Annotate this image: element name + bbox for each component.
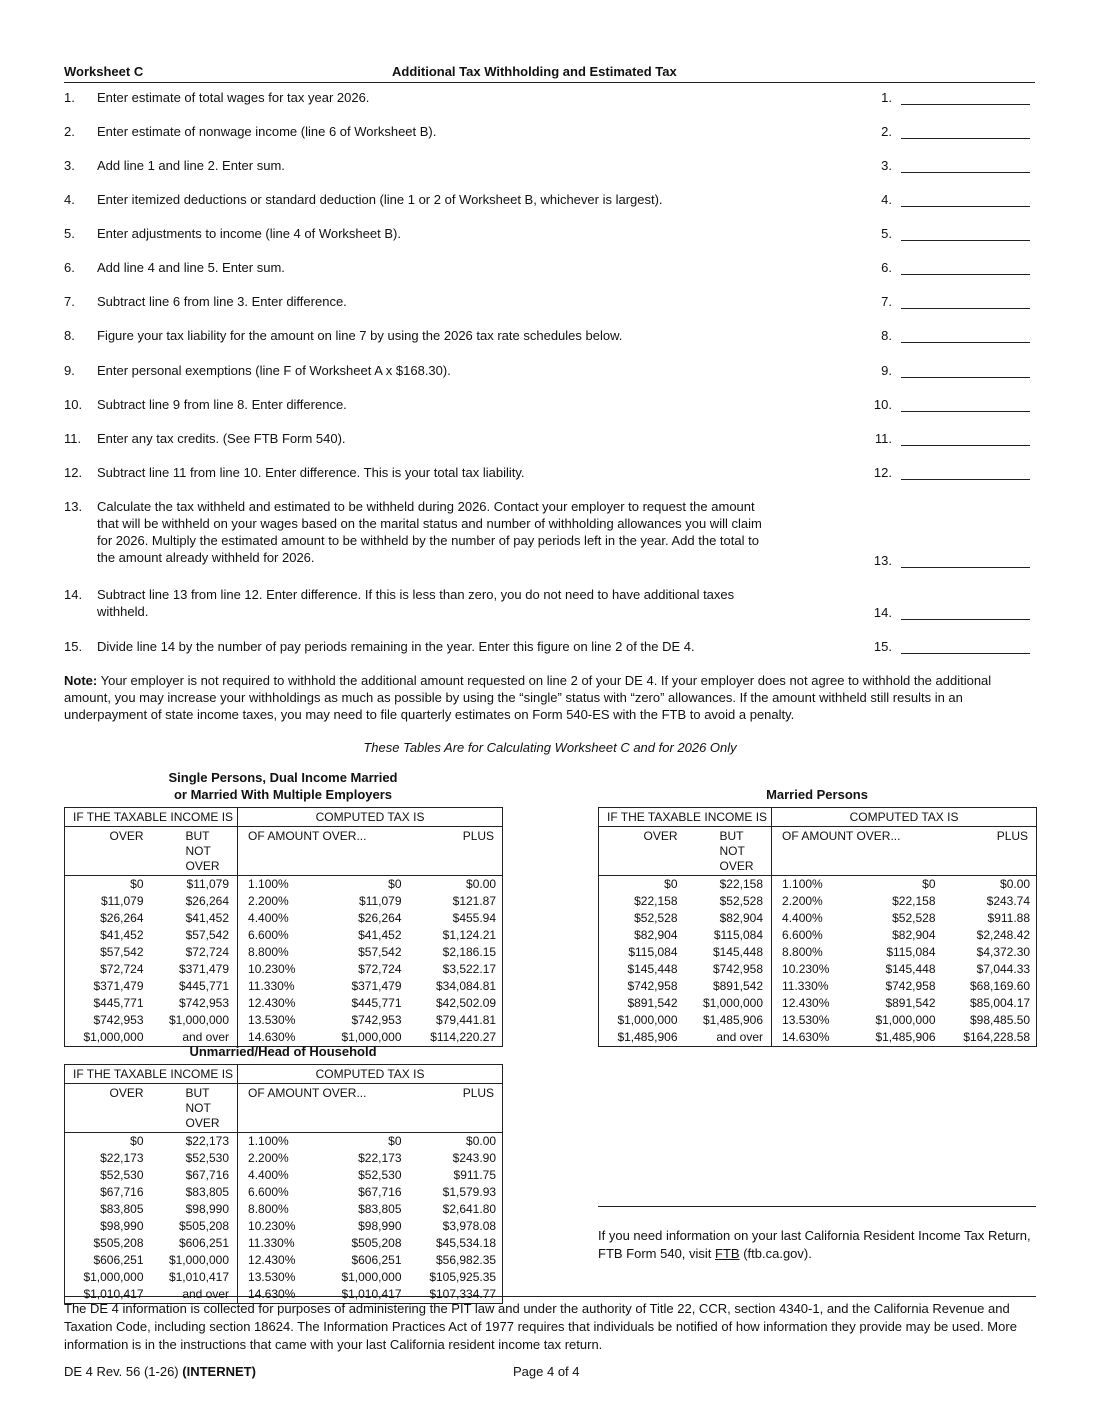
cell-over: $57,542 [100, 945, 144, 959]
table-row [599, 944, 1037, 961]
header-taxable-income: IF THE TAXABLE INCOME IS [65, 1065, 238, 1084]
privacy-statement: The DE 4 information is collected for purposes of administering the PIT law and under the authority of Title 22, CCR, section 4340-1, and the California Revenue and Taxation Code, including section 18624. The Information Practices Act of 1977 requires that individuals be notified of how information they provide may be used. More information is in the instructions that came with your last California resident income tax return. [64, 1301, 1017, 1352]
cell-over: $22,158 [634, 894, 678, 908]
cell-rate: 1.100% [248, 1134, 289, 1148]
line-ref: 15. [873, 639, 892, 654]
cell-of-amount-over: $22,173 [358, 1151, 402, 1165]
cell-rate: 8.800% [248, 945, 289, 959]
table-row [599, 893, 1037, 910]
cell-of-amount-over: $83,805 [358, 1202, 402, 1216]
table-row [65, 995, 503, 1012]
line-number: 6. [64, 260, 75, 275]
cell-but-not-over: $22,158 [686, 876, 772, 894]
cell-rate: 12.430% [248, 996, 296, 1010]
line-ref: 5. [881, 226, 892, 241]
line-7-entry[interactable] [901, 308, 1030, 309]
cell-plus: $2,248.42 [976, 928, 1031, 942]
line-2-entry[interactable] [901, 138, 1030, 139]
header-taxable-income: IF THE TAXABLE INCOME IS [599, 808, 772, 827]
line-number: 7. [64, 294, 75, 309]
cell-but-not-over: $1,010,417 [152, 1269, 238, 1286]
cell-over: $11,079 [101, 894, 144, 908]
table-row [65, 1252, 503, 1269]
table-row [65, 944, 503, 961]
line-number: 5. [64, 226, 75, 241]
cell-rate: 1.100% [248, 877, 289, 891]
cell-rate: 14.630% [248, 1287, 296, 1301]
cell-over: $891,542 [627, 996, 678, 1010]
cell-over: $52,530 [100, 1168, 144, 1182]
cell-of-amount-over: $26,264 [358, 911, 402, 925]
cell-of-amount-over: $72,724 [358, 962, 402, 976]
line-text: Enter personal exemptions (line F of Worksheet A x $168.30). [97, 363, 451, 378]
cell-of-amount-over: $82,904 [892, 928, 936, 942]
table-row [65, 1133, 503, 1151]
cell-over: $0 [130, 877, 144, 891]
line-text: Subtract line 9 from line 8. Enter difference. [97, 397, 347, 412]
line-ref: 1. [881, 90, 892, 105]
cell-but-not-over: $1,485,906 [686, 1012, 772, 1029]
cell-plus: $1,579.93 [442, 1185, 497, 1199]
cell-but-not-over: $1,000,000 [686, 995, 772, 1012]
cell-of-amount-over: $11,079 [359, 894, 402, 908]
col-over: OVER [65, 1084, 152, 1133]
cell-rate: 12.430% [248, 1253, 296, 1267]
cell-over: $115,084 [628, 945, 678, 959]
line-number: 15. [64, 639, 83, 654]
cell-of-amount-over: $606,251 [351, 1253, 402, 1267]
line-text: Enter adjustments to income (line 4 of Worksheet B). [97, 226, 401, 241]
cell-of-amount-over: $52,530 [358, 1168, 402, 1182]
line-number: 3. [64, 158, 75, 173]
cell-but-not-over: $72,724 [152, 944, 238, 961]
line-number: 1. [64, 90, 75, 105]
cell-rate: 2.200% [782, 894, 823, 908]
line-text: Enter any tax credits. (See FTB Form 540). [97, 431, 346, 446]
cell-but-not-over: $115,084 [686, 927, 772, 944]
line-text: Subtract line 6 from line 3. Enter difference. [97, 294, 347, 309]
cell-plus: $107,334.77 [429, 1287, 497, 1301]
cell-of-amount-over: $0 [388, 1134, 402, 1148]
cell-over: $606,251 [93, 1253, 144, 1267]
cell-plus: $68,169.60 [969, 979, 1031, 993]
line-ref: 13. [873, 553, 892, 568]
cell-but-not-over: $445,771 [152, 978, 238, 995]
head-table-title: Unmarried/Head of Household [189, 1044, 377, 1059]
cell-plus: $0.00 [1000, 877, 1031, 891]
single-title-line-1: Single Persons, Dual Income Married [168, 770, 398, 785]
cell-but-not-over: $41,452 [152, 910, 238, 927]
form-id-text: DE 4 Rev. 56 (1-26) [64, 1364, 179, 1379]
cell-but-not-over: $1,000,000 [152, 1252, 238, 1269]
line-8-entry[interactable] [901, 342, 1030, 343]
cell-plus: $85,004.17 [969, 996, 1031, 1010]
table-row [65, 927, 503, 944]
line-number: 8. [64, 328, 75, 343]
table-row [599, 927, 1037, 944]
cell-plus: $0.00 [466, 877, 497, 891]
cell-over: $145,448 [627, 962, 678, 976]
cell-rate: 4.400% [248, 1168, 289, 1182]
single-rate-table [64, 807, 503, 1047]
line-text: Figure your tax liability for the amount on line 7 by using the 2026 tax rate schedules below. [97, 328, 623, 343]
cell-of-amount-over: $0 [388, 877, 402, 891]
table-row [65, 961, 503, 978]
cell-but-not-over: $742,958 [686, 961, 772, 978]
cell-but-not-over: $52,530 [152, 1150, 238, 1167]
table-row [65, 910, 503, 927]
cell-of-amount-over: $115,084 [886, 945, 936, 959]
col-over: OVER [65, 827, 152, 876]
col-over: OVER [599, 827, 686, 876]
cell-rate: 12.430% [782, 996, 830, 1010]
line-text: Divide line 14 by the number of pay periods remaining in the year. Enter this figure on line 2 of the DE 4. [97, 639, 695, 654]
cell-plus: $105,925.35 [429, 1270, 497, 1284]
info-paragraph [598, 1227, 1038, 1263]
info-text: If you need information on your last California Resident Income Tax Return, FTB Form 540, visit [598, 1228, 1031, 1261]
cell-over: $83,805 [100, 1202, 144, 1216]
cell-plus: $243.74 [986, 894, 1031, 908]
ftb-link[interactable]: FTB [715, 1246, 740, 1261]
cell-of-amount-over: $1,000,000 [875, 1013, 936, 1027]
cell-plus: $2,641.80 [442, 1202, 497, 1216]
cell-of-amount-over: $41,452 [358, 928, 402, 942]
line-1-entry[interactable] [901, 104, 1030, 105]
cell-rate: 8.800% [248, 1202, 289, 1216]
cell-rate: 11.330% [248, 1236, 295, 1250]
line-text: Enter estimate of total wages for tax year 2026. [97, 90, 370, 105]
cell-but-not-over: and over [152, 1029, 238, 1047]
line-number: 12. [64, 465, 83, 480]
col-but-not-over: BUT NOT OVER [152, 827, 238, 876]
cell-plus: $79,441.81 [435, 1013, 497, 1027]
header-computed-tax: COMPUTED TAX IS [238, 808, 503, 827]
cell-plus: $34,084.81 [435, 979, 497, 993]
line-text: Subtract line 13 from line 12. Enter difference. If this is less than zero, you do not need to have additional taxes withheld. [97, 587, 735, 619]
table-row [599, 876, 1037, 894]
cell-but-not-over: and over [152, 1286, 238, 1304]
cell-over: $1,000,000 [83, 1270, 144, 1284]
cell-of-amount-over: $0 [922, 877, 936, 891]
table-row [65, 1184, 503, 1201]
cell-of-amount-over: $52,528 [892, 911, 936, 925]
cell-over: $67,716 [100, 1185, 144, 1199]
col-plus: PLUS [412, 1084, 503, 1133]
info-text-end: (ftb.ca.gov). [739, 1246, 812, 1261]
cell-but-not-over: $11,079 [152, 876, 238, 894]
cell-but-not-over: $82,904 [686, 910, 772, 927]
cell-rate: 6.600% [248, 928, 289, 942]
cell-plus: $2,186.15 [442, 945, 497, 959]
col-plus: PLUS [412, 827, 503, 876]
cell-over: $72,724 [100, 962, 144, 976]
line-4-entry[interactable] [901, 206, 1030, 207]
cell-rate: 1.100% [782, 877, 823, 891]
cell-plus: $7,044.33 [976, 962, 1031, 976]
col-but-not-over: BUT NOT OVER [152, 1084, 238, 1133]
cell-over: $22,173 [100, 1151, 144, 1165]
col-but-not-over: BUT NOT OVER [686, 827, 772, 876]
col-of-amount-over: OF AMOUNT OVER... [238, 827, 412, 876]
cell-plus: $911.75 [453, 1168, 497, 1182]
line-number: 2. [64, 124, 75, 139]
cell-rate: 13.530% [782, 1013, 830, 1027]
cell-over: $0 [130, 1134, 144, 1148]
table-row [599, 978, 1037, 995]
cell-rate: 14.630% [248, 1030, 296, 1044]
cell-of-amount-over: $371,479 [351, 979, 402, 993]
line-10-entry[interactable] [901, 411, 1030, 412]
cell-rate: 8.800% [782, 945, 823, 959]
cell-of-amount-over: $57,542 [358, 945, 402, 959]
note-paragraph [64, 672, 1036, 723]
header-computed-tax: COMPUTED TAX IS [772, 808, 1037, 827]
cell-rate: 2.200% [248, 1151, 289, 1165]
cell-plus: $56,982.35 [435, 1253, 497, 1267]
form-identifier [64, 1364, 256, 1379]
cell-of-amount-over: $67,716 [358, 1185, 402, 1199]
line-ref: 4. [881, 192, 892, 207]
cell-over: $742,958 [627, 979, 678, 993]
table-row [599, 1012, 1037, 1029]
cell-but-not-over: $67,716 [152, 1167, 238, 1184]
line-11-entry[interactable] [901, 445, 1030, 446]
cell-but-not-over: $22,173 [152, 1133, 238, 1151]
cell-but-not-over: $26,264 [152, 893, 238, 910]
cell-plus: $0.00 [466, 1134, 497, 1148]
line-text: Subtract line 11 from line 10. Enter difference. This is your total tax liability. [97, 465, 525, 480]
cell-over: $371,479 [93, 979, 144, 993]
table-row [65, 876, 503, 894]
cell-but-not-over: $83,805 [152, 1184, 238, 1201]
cell-plus: $98,485.50 [969, 1013, 1031, 1027]
cell-of-amount-over: $742,958 [885, 979, 936, 993]
cell-but-not-over: and over [686, 1029, 772, 1047]
cell-over: $52,528 [634, 911, 678, 925]
cell-rate: 13.530% [248, 1013, 296, 1027]
cell-of-amount-over: $1,000,000 [341, 1270, 402, 1284]
col-of-amount-over: OF AMOUNT OVER... [238, 1084, 412, 1133]
cell-over: $1,485,906 [617, 1030, 678, 1044]
single-title-line-2: or Married With Multiple Employers [173, 787, 393, 802]
cell-rate: 6.600% [248, 1185, 289, 1199]
info-divider [598, 1206, 1036, 1207]
cell-of-amount-over: $505,208 [351, 1236, 402, 1250]
note-label: Note: [64, 673, 98, 688]
cell-of-amount-over: $445,771 [351, 996, 402, 1010]
table-row [65, 978, 503, 995]
cell-of-amount-over: $22,158 [892, 894, 936, 908]
line-12-entry[interactable] [901, 479, 1030, 480]
table-row [65, 1218, 503, 1235]
cell-rate: 10.230% [248, 1219, 296, 1233]
line-ref: 11. [874, 431, 892, 446]
cell-plus: $1,124.21 [442, 928, 497, 942]
cell-plus: $164,228.58 [963, 1030, 1031, 1044]
cell-but-not-over: $145,448 [686, 944, 772, 961]
worksheet-title: Additional Tax Withholding and Estimated Tax [392, 64, 677, 79]
table-row [65, 1269, 503, 1286]
worksheet-header [64, 62, 1035, 83]
line-15-entry[interactable] [901, 653, 1030, 654]
cell-rate: 4.400% [782, 911, 823, 925]
line-13-entry[interactable] [901, 567, 1030, 568]
cell-over: $41,452 [100, 928, 144, 942]
cell-plus: $45,534.18 [435, 1236, 497, 1250]
table-row [599, 995, 1037, 1012]
line-text: Add line 4 and line 5. Enter sum. [97, 260, 285, 275]
single-table-title [64, 769, 502, 803]
table-row [599, 961, 1037, 978]
line-ref: 2. [881, 124, 892, 139]
cell-but-not-over: $57,542 [152, 927, 238, 944]
cell-but-not-over: $98,990 [152, 1201, 238, 1218]
head-rate-table [64, 1064, 503, 1304]
col-of-amount-over: OF AMOUNT OVER... [772, 827, 946, 876]
cell-rate: 11.330% [248, 979, 295, 993]
cell-plus: $114,220.27 [430, 1030, 497, 1044]
cell-but-not-over: $742,953 [152, 995, 238, 1012]
cell-of-amount-over: $145,448 [885, 962, 936, 976]
cell-of-amount-over: $1,000,000 [341, 1030, 402, 1044]
line-6-entry[interactable] [901, 274, 1030, 275]
cell-plus: $3,978.08 [442, 1219, 497, 1233]
cell-over: $82,904 [634, 928, 678, 942]
line-ref: 14. [873, 605, 892, 620]
line-ref: 10. [873, 397, 892, 412]
line-number: 10. [64, 397, 83, 412]
cell-plus: $911.88 [987, 911, 1031, 925]
cell-over: $445,771 [93, 996, 144, 1010]
table-row [599, 1029, 1037, 1047]
line-3-entry[interactable] [901, 172, 1030, 173]
table-row [599, 910, 1037, 927]
cell-but-not-over: $891,542 [686, 978, 772, 995]
cell-over: $1,000,000 [83, 1030, 144, 1044]
worksheet-label: Worksheet C [64, 64, 144, 79]
form-tag: (INTERNET) [182, 1364, 256, 1379]
cell-plus: $121.87 [452, 894, 497, 908]
married-table-title: Married Persons [766, 787, 868, 802]
cell-rate: 14.630% [782, 1030, 830, 1044]
cell-of-amount-over: $98,990 [358, 1219, 402, 1233]
line-number: 13. [64, 499, 83, 514]
cell-but-not-over: $371,479 [152, 961, 238, 978]
line-text: Enter itemized deductions or standard deduction (line 1 or 2 of Worksheet B, whichever is largest). [97, 192, 663, 207]
line-number: 4. [64, 192, 75, 207]
footer-divider [64, 1296, 1036, 1297]
line-ref: 6. [881, 260, 892, 275]
cell-plus: $243.90 [452, 1151, 497, 1165]
line-number: 14. [64, 587, 83, 602]
line-ref: 8. [881, 328, 892, 343]
table-row [65, 1012, 503, 1029]
cell-rate: 2.200% [248, 894, 289, 908]
cell-over: $26,264 [100, 911, 144, 925]
line-text: Enter estimate of nonwage income (line 6 of Worksheet B). [97, 124, 437, 139]
cell-but-not-over: $505,208 [152, 1218, 238, 1235]
header-computed-tax: COMPUTED TAX IS [238, 1065, 503, 1084]
col-plus: PLUS [946, 827, 1037, 876]
line-number: 11. [64, 431, 82, 446]
header-taxable-income: IF THE TAXABLE INCOME IS [65, 808, 238, 827]
cell-rate: 10.230% [782, 962, 830, 976]
cell-but-not-over: $1,000,000 [152, 1012, 238, 1029]
cell-rate: 13.530% [248, 1270, 296, 1284]
line-ref: 3. [881, 158, 892, 173]
cell-rate: 10.230% [248, 962, 296, 976]
table-row [65, 1167, 503, 1184]
cell-plus: $4,372.30 [976, 945, 1031, 959]
cell-over: $0 [664, 877, 678, 891]
line-ref: 9. [881, 363, 892, 378]
line-ref: 12. [873, 465, 892, 480]
cell-of-amount-over: $742,953 [351, 1013, 402, 1027]
note-text: Your employer is not required to withhold the additional amount requested on line 2 of your DE 4. If your employer does not agree to withhold the additional amount, you may increase your withholdings as much as possible by using the “single” status with “zero” allowances. If the amount withheld still results in an underpayment of state income taxes, you may need to file quarterly estimates on Form 540-ES with the FTB to avoid a penalty. [64, 673, 992, 722]
cell-over: $505,208 [93, 1236, 144, 1250]
line-text: Add line 1 and line 2. Enter sum. [97, 158, 285, 173]
line-14-entry[interactable] [901, 619, 1030, 620]
cell-over: $1,010,417 [83, 1287, 144, 1301]
cell-rate: 4.400% [248, 911, 289, 925]
cell-plus: $455.94 [452, 911, 497, 925]
cell-of-amount-over: $891,542 [885, 996, 936, 1010]
line-9-entry[interactable] [901, 377, 1030, 378]
table-row [65, 893, 503, 910]
cell-over: $1,000,000 [617, 1013, 678, 1027]
cell-over: $98,990 [100, 1219, 144, 1233]
cell-but-not-over: $52,528 [686, 893, 772, 910]
cell-of-amount-over: $1,485,906 [875, 1030, 936, 1044]
table-row [65, 1201, 503, 1218]
cell-rate: 6.600% [782, 928, 823, 942]
table-row [65, 1150, 503, 1167]
line-number: 9. [64, 363, 75, 378]
line-5-entry[interactable] [901, 240, 1030, 241]
cell-of-amount-over: $1,010,417 [341, 1287, 402, 1301]
cell-over: $742,953 [93, 1013, 144, 1027]
page-number: Page 4 of 4 [513, 1364, 580, 1379]
table-row [65, 1235, 503, 1252]
tables-caption: These Tables Are for Calculating Worksheet C and for 2026 Only [363, 740, 737, 755]
cell-but-not-over: $606,251 [152, 1235, 238, 1252]
line-text: Calculate the tax withheld and estimated to be withheld during 2026. Contact your employer to request the amount that will be withheld on your wages based on the marital status and number of withholding allowances you will claim for 2026. Multiply the estimated amount to be withheld by the number of pay periods left in the year. Add the total to the amount already withheld for 2026. [97, 499, 762, 565]
cell-rate: 11.330% [782, 979, 829, 993]
cell-plus: $42,502.09 [435, 996, 497, 1010]
line-ref: 7. [881, 294, 892, 309]
married-rate-table [598, 807, 1037, 1047]
cell-plus: $3,522.17 [442, 962, 497, 976]
